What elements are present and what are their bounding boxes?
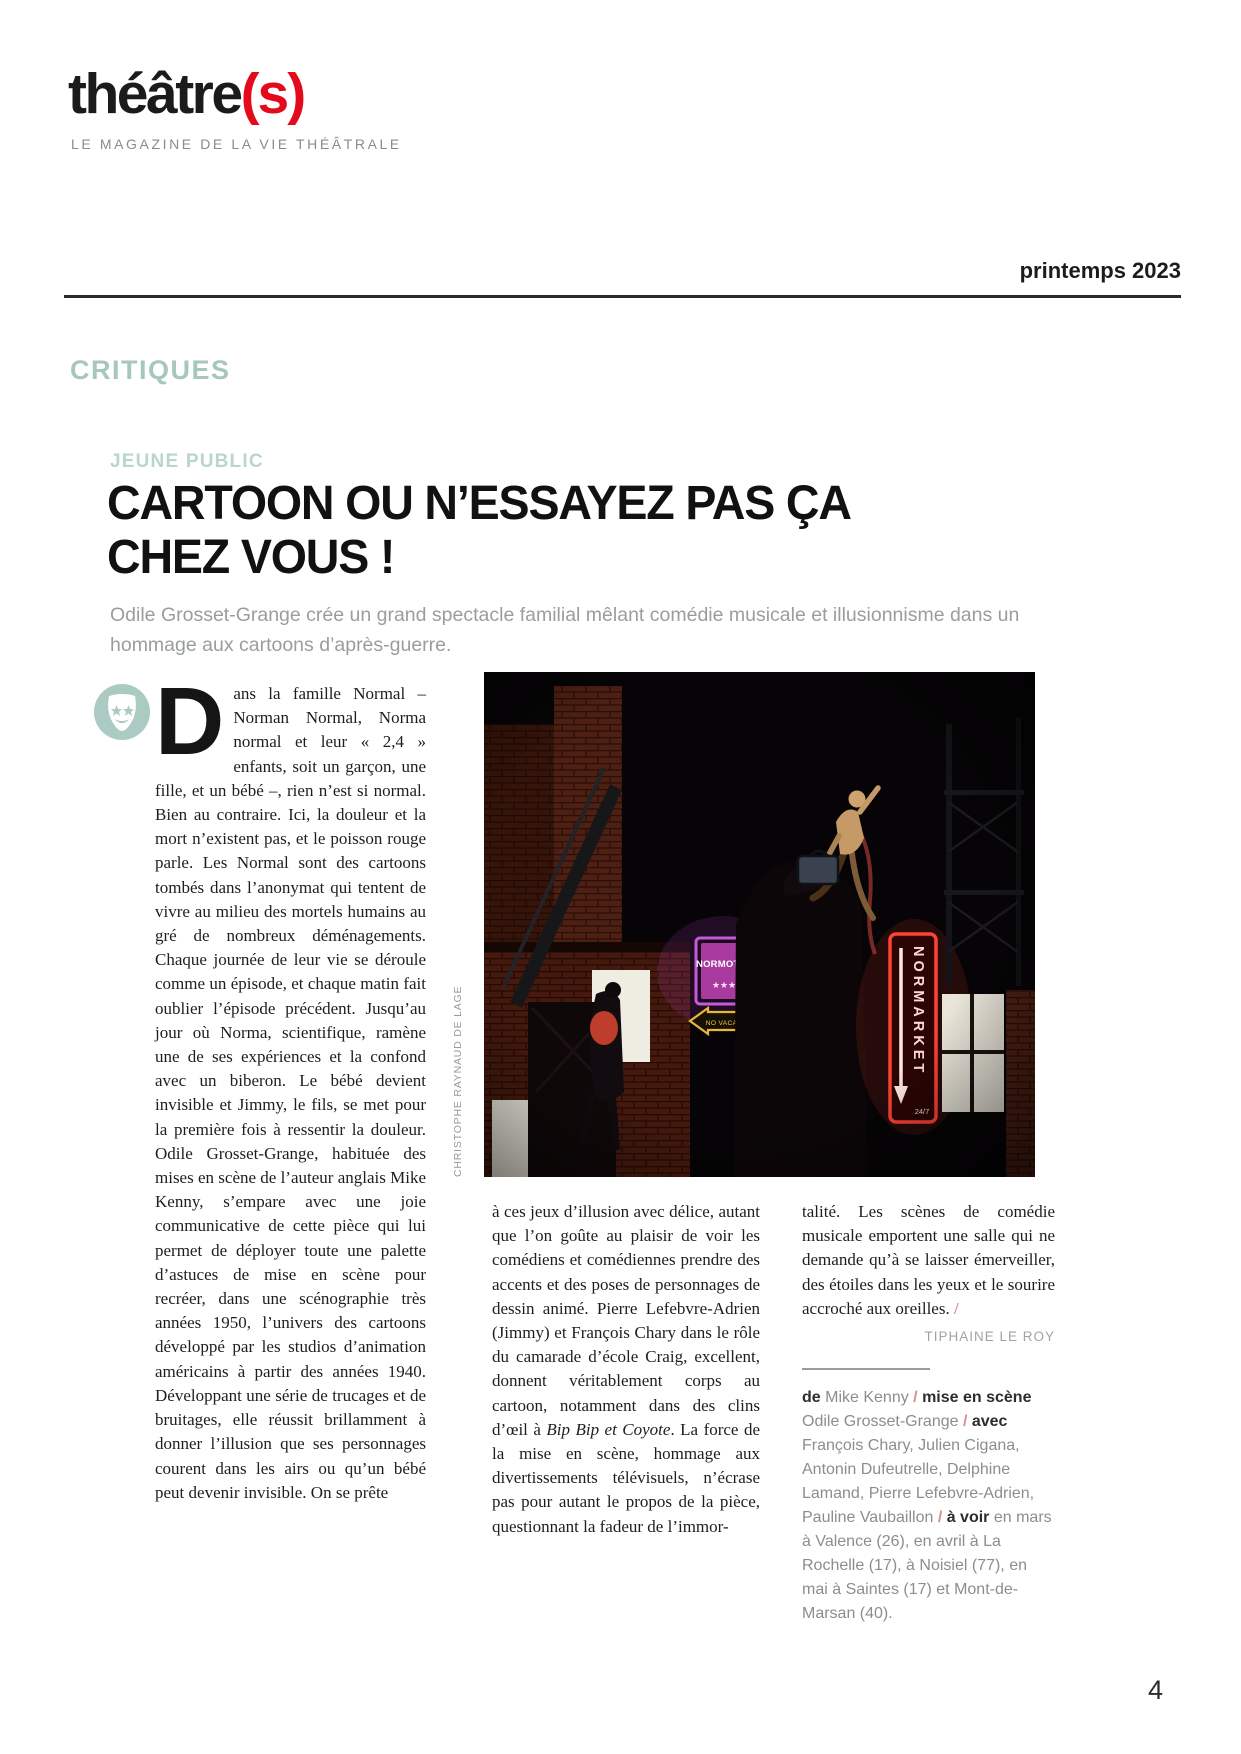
body-column-2-italic: Bip Bip et Coyote <box>546 1419 671 1439</box>
magazine-tagline: LE MAGAZINE DE LA VIE THÉÂTRALE <box>71 136 402 152</box>
magazine-logo <box>68 62 305 126</box>
credits-text: de Mike Kenny / mise en scène Odile Grosset-Grange / avec François Chary, Julien Cigana, Antonin Dufeutrelle, Delphine Lamand, Pierre Lefebvre-Adrien, Pauline Vaubaillon / à voir en mars à Valence (26), en avril à La Rochelle (17), à Noisiel (77), en mai à Saintes (17) et Mont-de-Marsan (40). <box>802 1389 1052 1623</box>
logo-suffix: (s) <box>240 62 305 126</box>
article-kicker: JEUNE PUBLIC <box>110 451 264 472</box>
body-column-2-text: à ces jeux d’illusion avec délice, autant que l’on goûte au plaisir de voir les comédiens et comédiennes prendre des accents et des poses de personnages de dessin animé. Pierre Lefebvre-Adrien (Jimmy) et François Chary dans le rôle du camarade d’école Craig, excellent, donnent véritablement corps au cartoon, notamment dans des clins d’œil à <box>492 1202 760 1439</box>
article-title-line2: CHEZ VOUS ! <box>107 531 395 585</box>
comedy-mask-icon-svg <box>93 683 151 741</box>
body-column-3-paragraph <box>802 1200 1055 1321</box>
body-column-3 <box>802 1200 1055 1626</box>
article-standfirst: Odile Grosset-Grange crée un grand spectacle familial mêlant comédie musicale et illusionnisme dans un hommage aux cartoons d’après-guerre. <box>110 604 1020 657</box>
photo-vignette <box>484 672 1035 1177</box>
body-column-1 <box>155 668 426 1505</box>
photo-credit: CHRISTOPHE RAYNAUD DE LAGE <box>452 985 464 1177</box>
article-end-slash: / <box>953 1298 959 1318</box>
body-column-2-text-end: . La force de la mise en scène, hommage aux divertissements télévisuels, n’écrase pas pour autant le propos de la pièce, questionnant la fadeur de l’immor- <box>492 1419 760 1536</box>
production-photo-art <box>484 672 1035 1177</box>
header-divider <box>64 295 1181 298</box>
page-number: 4 <box>1148 1675 1164 1705</box>
body-column-3-text: talité. Les scènes de comédie musicale emportent une salle qui ne demande qu’à se laisser émerveiller, des étoiles dans les yeux et le sourire accroché aux oreilles. <box>802 1202 1055 1318</box>
comedy-mask-icon <box>93 683 151 741</box>
issue-date: printemps 2023 <box>1019 258 1181 283</box>
body-column-2 <box>492 1200 760 1539</box>
article-title-line1: CARTOON OU N’ESSAYEZ PAS ÇA <box>107 477 851 530</box>
production-photo <box>484 672 1035 1177</box>
body-column-1-text: ans la famille Normal – Norman Normal, Norma normal et leur « 2,4 » enfants, soit un garçon, une fille, et un bébé –, rien n’est si normal. Bien au contraire. Ici, la douleur et la mort n’existent pas, et le poisson rouge parle. Les Normal sont des cartoons tombés dans l’anonymat qui tentent de vivre au milieu des mortels humains au gré de nombreux déménagements. Chaque journée de leur vie se déroule comme un épisode, et chaque matin fait oublier l’épisode précédent. Jusqu’au jour où Norma, scientifique, ramène une de ses expériences et la confond avec un biberon. Le bébé devient invisible et Jimmy, le fils, se met pour la première fois à ressentir la douleur. Odile Grosset-Grange, habituée des mises en scène de l’auteur anglais Mike Kenny, s’empare avec une joie communicative de cette pièce qui lui permet de déployer toute une palette d’astuces de mise en scène pour recréer, dans une scénographie très années 1950, l’univers des cartoons développé par les studios d’animation américains à partir des années 1940. Développant une série de trucages et de bruitages, elle réussit brillamment à donner l’illusion que ses personnages courent dans les airs ou qu’un bébé peut devenir invisible. On se prête <box>155 684 426 1502</box>
logo-wordmark: théâtre <box>68 62 241 126</box>
drop-cap: D <box>155 668 225 775</box>
credits-divider <box>802 1368 930 1370</box>
author-byline: TIPHAINE LE ROY <box>924 1329 1055 1345</box>
article-title <box>107 477 1038 585</box>
section-title: CRITIQUES <box>70 355 231 385</box>
